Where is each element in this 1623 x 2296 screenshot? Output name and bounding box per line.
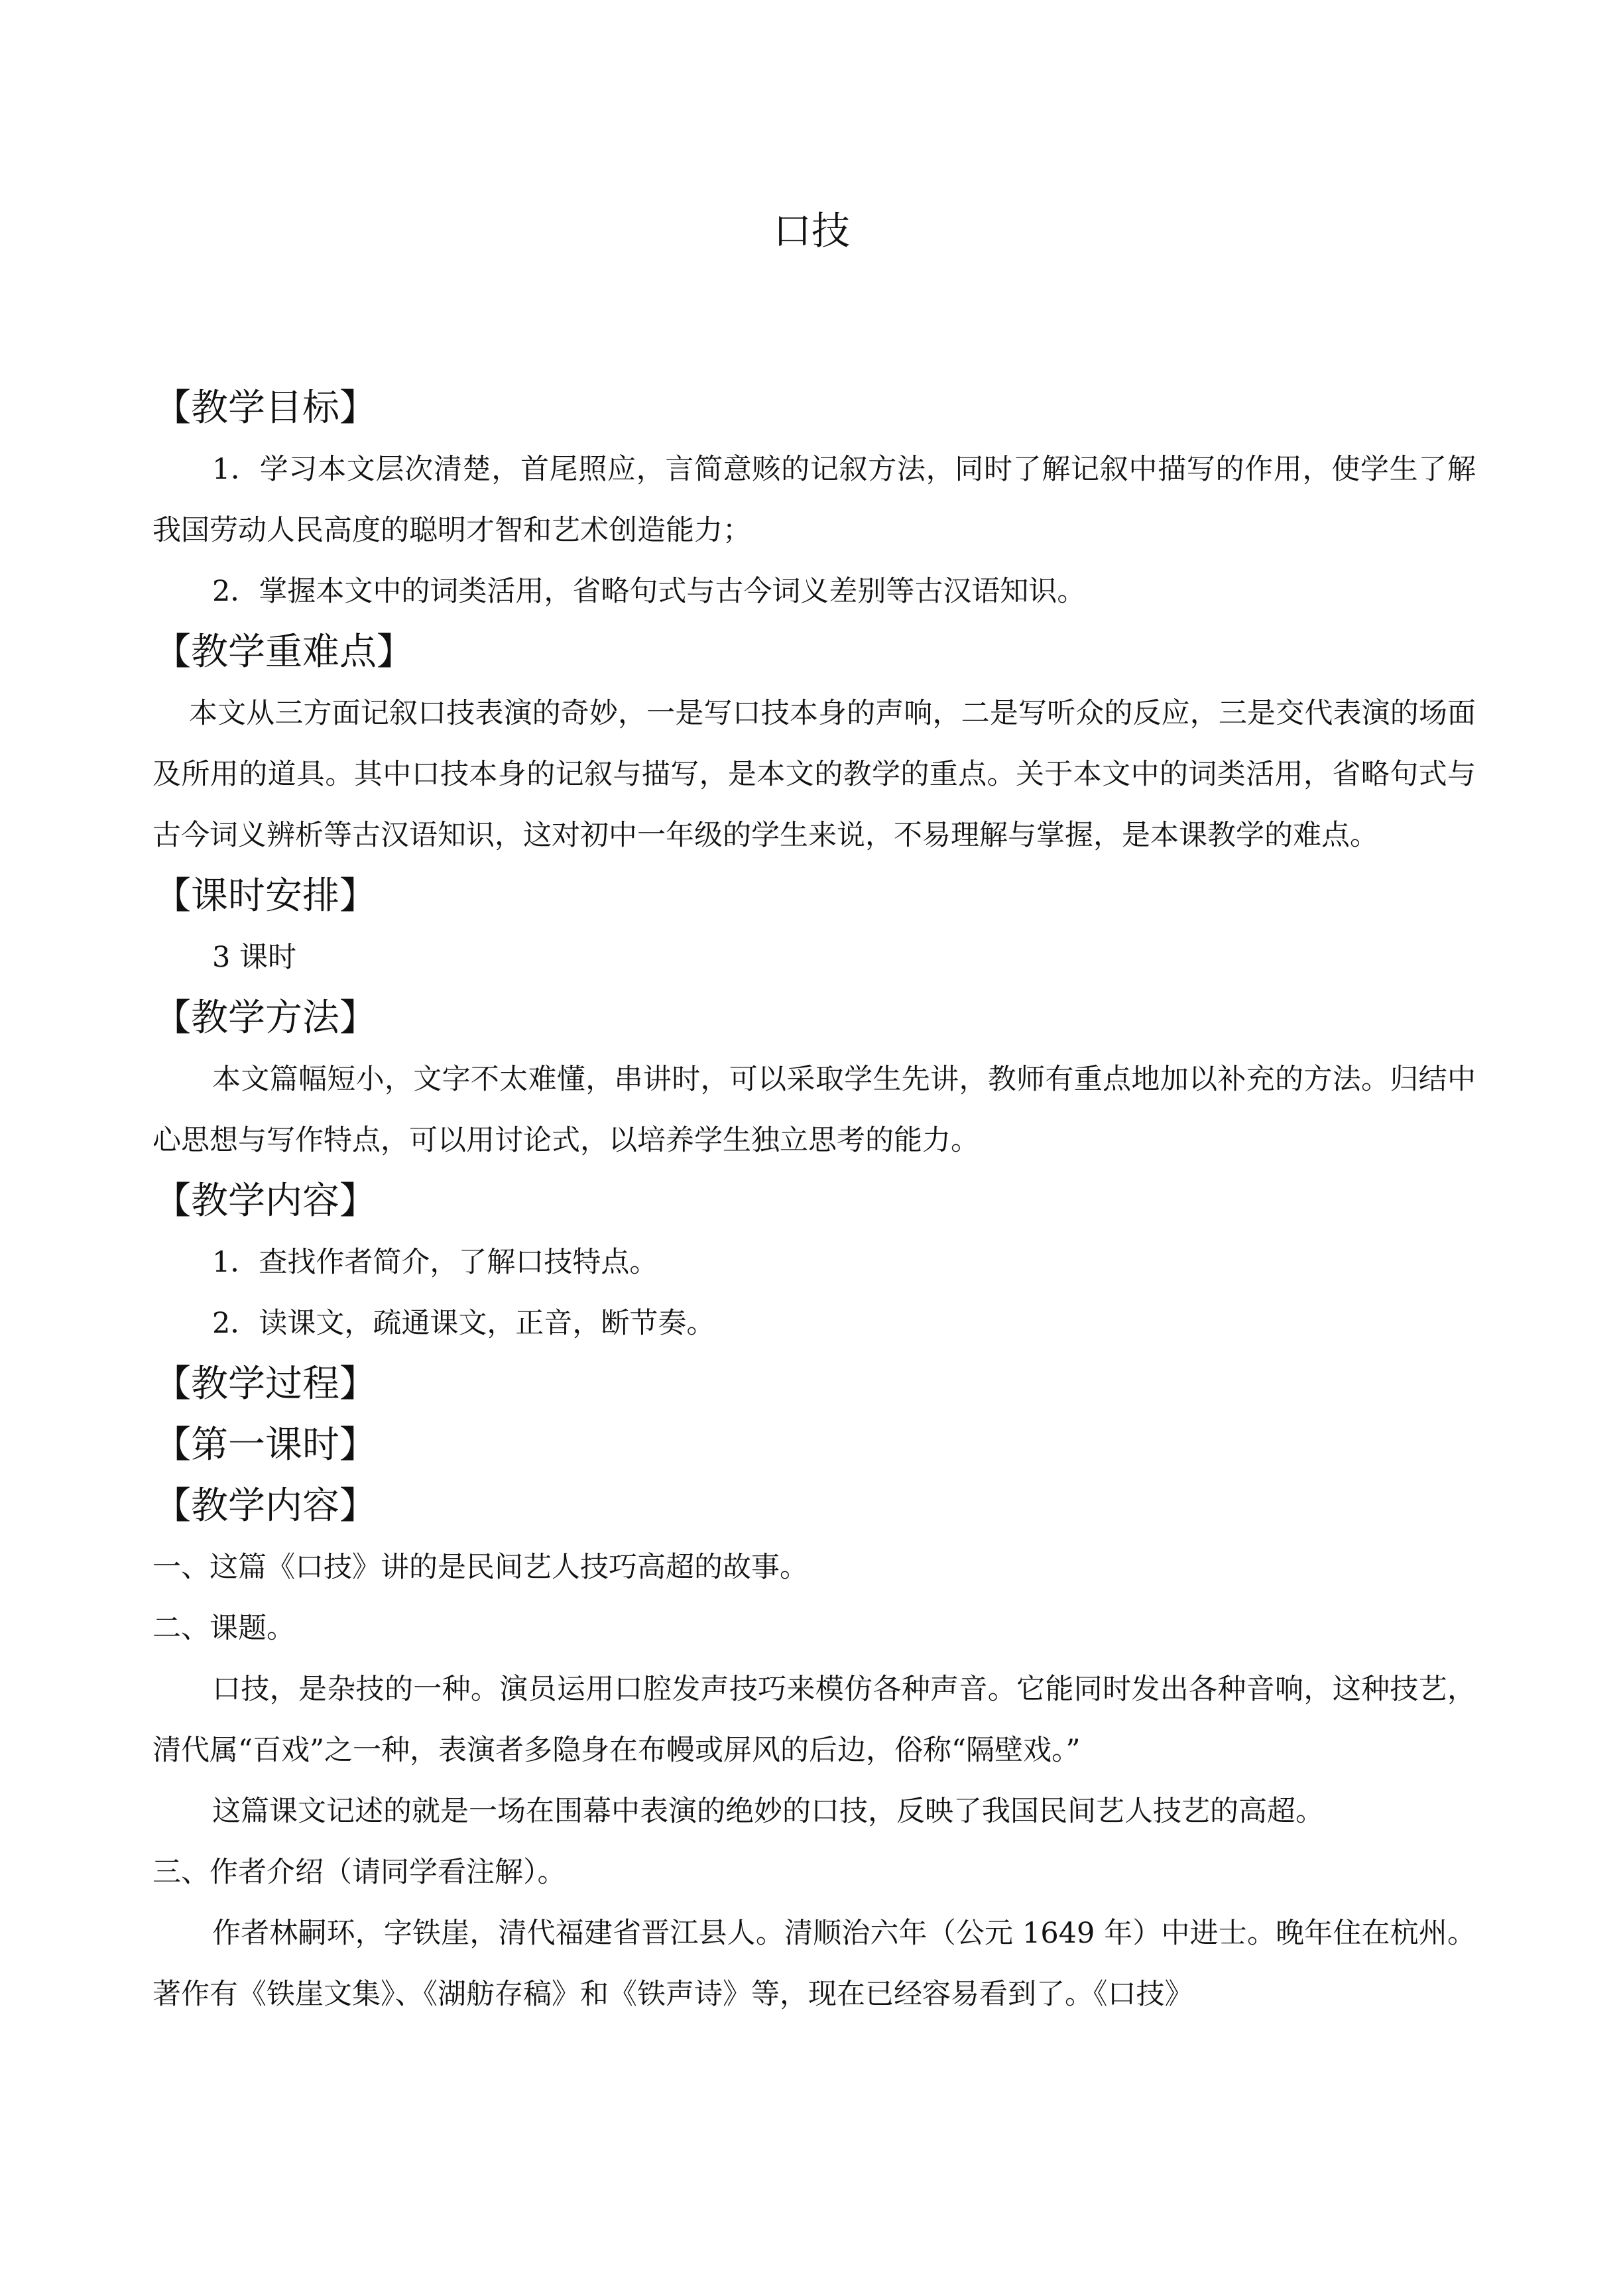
paragraph: 1．学习本文层次清楚，首尾照应，言简意赅的记叙方法，同时了解记叙中描写的作用，使学生了解我国劳动人民高度的聪明才智和艺术创造能力； <box>152 453 1476 547</box>
section-heading: 【教学目标】 <box>154 387 377 430</box>
paragraph: 3 课时 <box>212 941 297 974</box>
numbered-item: 三、作者介绍（请同学看注解）。 <box>152 1856 566 1889</box>
paragraph: 2．掌握本文中的词类活用，省略句式与古今词义差别等古汉语知识。 <box>212 575 1086 608</box>
section-heading: 【课时安排】 <box>154 875 377 918</box>
section-heading: 【教学内容】 <box>154 1484 377 1528</box>
section-heading: 【教学内容】 <box>154 1179 377 1223</box>
numbered-item: 一、这篇《口技》讲的是民间艺人技巧高超的故事。 <box>152 1551 808 1584</box>
page-title: 口技 <box>772 208 850 253</box>
section-heading: 【第一课时】 <box>154 1423 377 1467</box>
paragraph: 口技，是杂技的一种。演员运用口腔发声技巧来模仿各种声音。它能同时发出各种音响，这种技艺，清代属“百戏”之一种，表演者多隐身在布幔或屏风的后边，俗称“隔壁戏。” <box>152 1673 1476 1767</box>
paragraph: 本文从三方面记叙口技表演的奇妙，一是写口技本身的声响，二是写听众的反应，三是交代表演的场面及所用的道具。其中口技本身的记叙与描写，是本文的教学的重点。关于本文中的词类活用，省略句式与古今词义辨析等古汉语知识，这对初中一年级的学生来说，不易理解与掌握，是本课教学的难点。 <box>152 697 1476 852</box>
section-heading: 【教学方法】 <box>154 997 377 1040</box>
document-body <box>152 378 1476 2025</box>
section-heading: 【教学重难点】 <box>154 631 414 674</box>
paragraph: 1．查找作者简介，了解口技特点。 <box>212 1246 658 1279</box>
numbered-item: 二、课题。 <box>152 1612 295 1645</box>
paragraph: 作者林嗣环，字铁崖，清代福建省晋江县人。清顺治六年（公元 1649 年）中进士。晚年住在杭州。著作有《铁崖文集》、《湖舫存稿》和《铁声诗》等，现在已经容易看到了。《口技》 <box>152 1917 1476 2011</box>
paragraph: 2．读课文，疏通课文，正音，断节奏。 <box>212 1307 715 1340</box>
paragraph: 这篇课文记述的就是一场在围幕中表演的绝妙的口技，反映了我国民间艺人技艺的高超。 <box>212 1795 1324 1828</box>
paragraph: 本文篇幅短小，文字不太难懂，串讲时，可以采取学生先讲，教师有重点地加以补充的方法。归结中心思想与写作特点，可以用讨论式，以培养学生独立思考的能力。 <box>152 1063 1476 1157</box>
section-heading: 【教学过程】 <box>154 1362 377 1406</box>
